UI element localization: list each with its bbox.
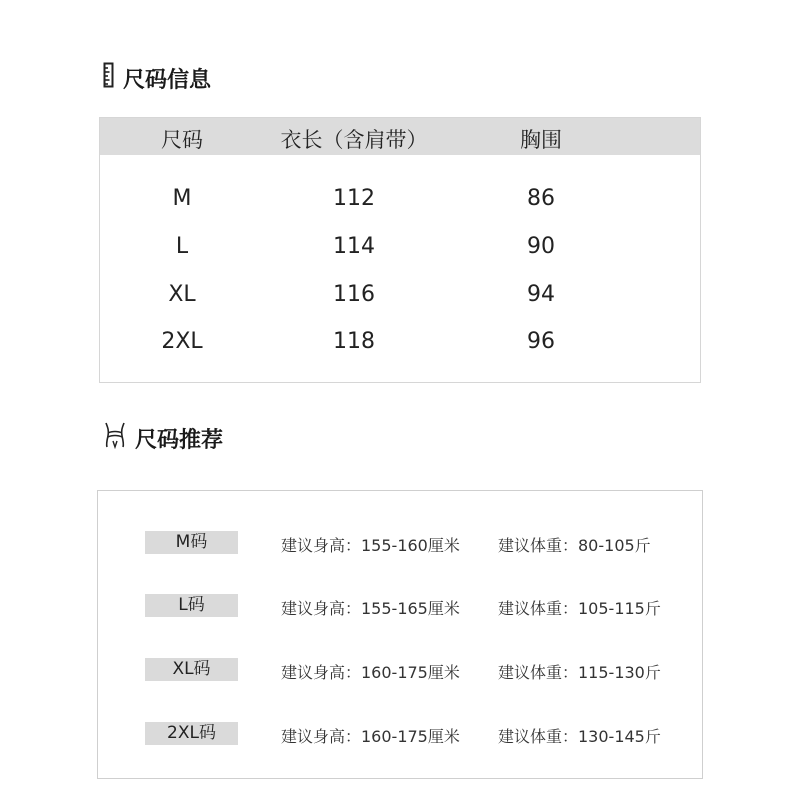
rec-height: 建议身高：160-175厘米 xyxy=(281,663,460,682)
size-rec-title xyxy=(103,421,223,455)
rec-height: 建议身高：155-160厘米 xyxy=(281,536,460,555)
cell-length: 114 xyxy=(333,234,375,259)
cell-size: L xyxy=(175,234,189,259)
cell-length: 118 xyxy=(333,329,375,354)
cell-bust: 94 xyxy=(527,282,555,307)
size-rec-title-text: 尺码推荐 xyxy=(135,427,224,453)
cell-size: 2XL xyxy=(161,329,203,354)
cell-size: XL xyxy=(168,282,196,307)
header-size: 尺码 xyxy=(161,128,203,152)
size-info-title xyxy=(103,62,211,94)
ruler-icon xyxy=(103,62,115,94)
table-row xyxy=(100,282,700,322)
body-measure-icon xyxy=(103,421,127,455)
cell-bust: 90 xyxy=(527,234,555,259)
cell-length: 116 xyxy=(333,282,375,307)
cell-length: 112 xyxy=(333,186,375,211)
size-table-header xyxy=(100,118,700,155)
header-bust: 胸围 xyxy=(520,128,562,152)
table-row xyxy=(100,329,700,369)
list-item xyxy=(98,658,702,682)
cell-bust: 86 xyxy=(527,186,555,211)
size-table xyxy=(99,117,701,383)
size-badge: L码 xyxy=(145,594,238,617)
cell-bust: 96 xyxy=(527,329,555,354)
header-length: 衣长（含肩带） xyxy=(280,128,428,152)
size-badge: M码 xyxy=(145,531,238,554)
table-row xyxy=(100,186,700,226)
list-item xyxy=(98,722,702,746)
size-info-title-text: 尺码信息 xyxy=(123,67,212,93)
rec-height: 建议身高：160-175厘米 xyxy=(281,727,460,746)
table-row xyxy=(100,234,700,274)
list-item xyxy=(98,594,702,618)
rec-weight: 建议体重：80-105斤 xyxy=(498,536,651,555)
cell-size: M xyxy=(172,186,192,211)
rec-weight: 建议体重：105-115斤 xyxy=(498,599,661,618)
rec-weight: 建议体重：115-130斤 xyxy=(498,663,661,682)
size-badge: XL码 xyxy=(145,658,238,681)
size-rec-box xyxy=(97,490,703,779)
rec-height: 建议身高：155-165厘米 xyxy=(281,599,460,618)
rec-weight: 建议体重：130-145斤 xyxy=(498,727,661,746)
size-badge: 2XL码 xyxy=(145,722,238,745)
list-item xyxy=(98,531,702,555)
